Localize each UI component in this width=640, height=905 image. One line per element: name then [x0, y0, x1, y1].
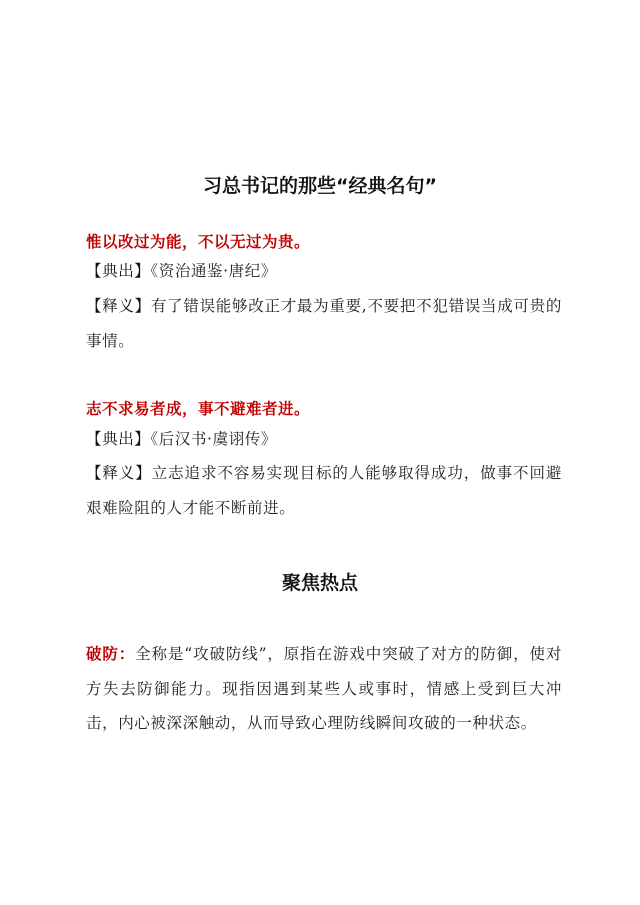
hotspot-definition: [86, 637, 562, 741]
quote-2-text: 志不求易者成，事不避难者进。: [86, 399, 311, 418]
quote-1-text: 惟以改过为能，不以无过为贵。: [86, 232, 311, 251]
meaning-tag: 【释义】: [86, 464, 152, 482]
source-tag: 【典出】: [86, 430, 151, 448]
hotspot-text: 全称是“攻破防线”，原指在游戏中突破了对方的防御，使对方失去防御能力。现指因遇到某些人或事时，情感上受到巨大冲击，内心被深深触动，从而导致心理防线瞬间攻破的一种状态。: [86, 645, 562, 732]
source-text: 《资治通鉴·唐纪》: [150, 262, 277, 280]
source-tag: 【典出】: [86, 262, 151, 280]
hotspot-term: 破防：: [86, 644, 136, 663]
meaning-text: 立志追求不容易实现目标的人能够取得成功，做事不回避艰难险阻的人才能不断前进。: [86, 464, 562, 517]
source-text: 《后汉书·虞诩传》: [150, 430, 277, 448]
quote-2-source: [86, 422, 562, 457]
page-title: 习总书记的那些“经典名句”: [203, 175, 437, 197]
quote-1-source: [86, 254, 562, 289]
hotspot-heading: 聚焦热点: [281, 572, 358, 594]
quote-2-meaning: [86, 456, 562, 525]
meaning-text: 有了错误能够改正才最为重要,不要把不犯错误当成可贵的事情。: [86, 297, 563, 350]
quote-1-meaning: [86, 289, 562, 358]
meaning-tag: 【释义】: [86, 297, 151, 315]
